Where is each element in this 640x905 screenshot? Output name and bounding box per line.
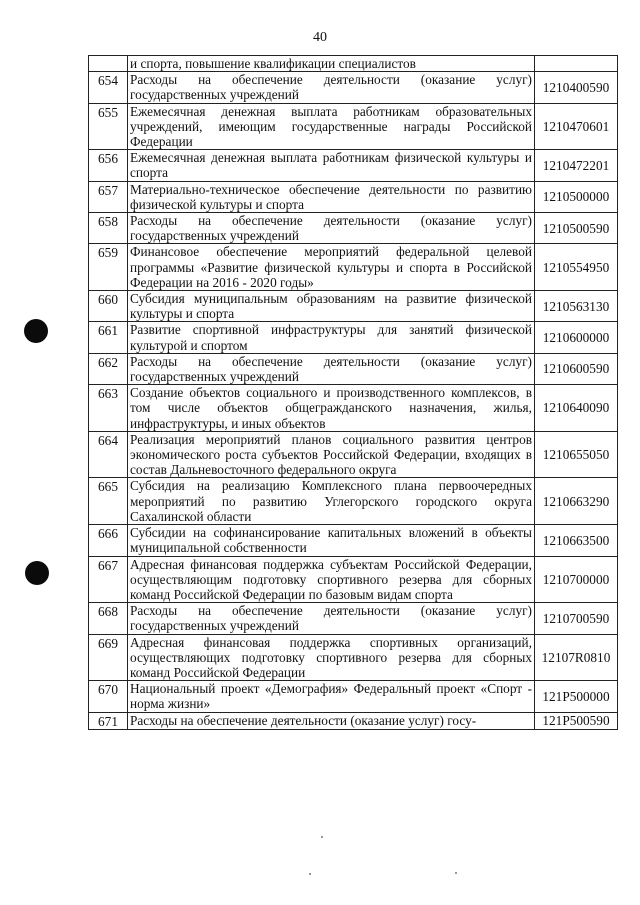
row-code-cell: 1210700590: [535, 603, 618, 634]
scan-speck: [309, 873, 311, 875]
table-row: [89, 478, 618, 525]
row-description-cell: Расходы на обеспечение деятельности (оказание услуг) государственных учреждений: [128, 603, 535, 634]
row-number-cell: 669: [89, 634, 128, 681]
row-code-cell: 1210700000: [535, 556, 618, 603]
table-row: [89, 385, 618, 432]
row-code-cell: 1210554950: [535, 244, 618, 291]
row-code-cell: 1210400590: [535, 72, 618, 103]
row-code-cell: 121P500000: [535, 681, 618, 712]
row-description-cell: Субсидия муниципальным образованиям на развитие физической культуры и спорта: [128, 291, 535, 322]
scan-speck: [455, 872, 457, 874]
row-number-cell: 655: [89, 103, 128, 150]
row-description-cell: Создание объектов социального и производственного комплексов, в том числе объектов общегражданского назначения, жилья, инфраструктуры, и иных объектов: [128, 385, 535, 432]
row-code-cell: 1210600000: [535, 322, 618, 353]
row-description-cell: Финансовое обеспечение мероприятий федеральной целевой программы «Развитие физической культуры и спорта в Российской Федерации на 2016 - 2020 годы»: [128, 244, 535, 291]
row-description-cell: Реализация мероприятий планов социального развития центров экономического роста субъектов Российской Федерации, входящих в состав Дальневосточного федерального округа: [128, 431, 535, 478]
row-description-cell: Адресная финансовая поддержка субъектам Российской Федерации, осуществляющим подготовку спортивного резерва для сборных команд Российской Федерации по базовым видам спорта: [128, 556, 535, 603]
table-row: [89, 634, 618, 681]
row-number-cell: 666: [89, 525, 128, 556]
row-number-cell: 664: [89, 431, 128, 478]
row-number-cell: 667: [89, 556, 128, 603]
row-description-cell: Материально-техническое обеспечение деятельности по развитию физической культуры и спорта: [128, 181, 535, 212]
table-row: [89, 291, 618, 322]
row-description-cell: Расходы на обеспечение деятельности (оказание услуг) государственных учреждений: [128, 72, 535, 103]
table-row: [89, 681, 618, 712]
row-description-cell: Расходы на обеспечение деятельности (оказание услуг) госу-: [128, 712, 535, 729]
row-description-cell: Субсидии на софинансирование капитальных вложений в объекты муниципальной собственности: [128, 525, 535, 556]
row-number-cell: 668: [89, 603, 128, 634]
table-row: [89, 353, 618, 384]
budget-classification-table: [88, 55, 618, 730]
table-row: [89, 556, 618, 603]
row-number-cell: 654: [89, 72, 128, 103]
table-row: [89, 244, 618, 291]
row-description-cell: Ежемесячная денежная выплата работникам образовательных учреждений, имеющим государственные награды Российской Федерации: [128, 103, 535, 150]
row-code-cell: 1210655050: [535, 431, 618, 478]
row-number-cell: 656: [89, 150, 128, 181]
row-description-cell: Расходы на обеспечение деятельности (оказание услуг) государственных учреждений: [128, 353, 535, 384]
row-number-cell: 658: [89, 213, 128, 244]
row-number-cell: 662: [89, 353, 128, 384]
row-number-cell: 671: [89, 712, 128, 729]
row-code-cell: 1210563130: [535, 291, 618, 322]
row-description-cell: Субсидия на реализацию Комплексного плана первоочередных мероприятий по развитию Углегорского городского округа Сахалинской области: [128, 478, 535, 525]
row-number-cell: 657: [89, 181, 128, 212]
row-code-cell: 121P500590: [535, 712, 618, 729]
row-description-cell: Развитие спортивной инфраструктуры для занятий физической культурой и спортом: [128, 322, 535, 353]
scan-speck: [321, 836, 323, 838]
table-row: [89, 150, 618, 181]
page-number: 40: [313, 30, 327, 45]
row-code-cell: 1210640090: [535, 385, 618, 432]
row-description-cell: и спорта, повышение квалификации специалистов: [128, 56, 535, 72]
row-number-cell: 661: [89, 322, 128, 353]
table-row: [89, 213, 618, 244]
row-code-cell: 1210600590: [535, 353, 618, 384]
row-description-cell: Адресная финансовая поддержка спортивных организаций, осуществляющих подготовку спортивного резерва для сборных команд Российской Федерации: [128, 634, 535, 681]
row-description-cell: Национальный проект «Демография» Федеральный проект «Спорт - норма жизни»: [128, 681, 535, 712]
table-row: [89, 603, 618, 634]
row-code-cell: 1210663500: [535, 525, 618, 556]
row-code-cell: 1210663290: [535, 478, 618, 525]
row-number-cell: 665: [89, 478, 128, 525]
row-number-cell: 670: [89, 681, 128, 712]
table-row: [89, 525, 618, 556]
row-number-cell: [89, 56, 128, 72]
row-number-cell: 659: [89, 244, 128, 291]
row-number-cell: 663: [89, 385, 128, 432]
row-code-cell: 1210500000: [535, 181, 618, 212]
row-code-cell: 1210500590: [535, 213, 618, 244]
row-description-cell: Расходы на обеспечение деятельности (оказание услуг) государственных учреждений: [128, 213, 535, 244]
row-code-cell: 1210472201: [535, 150, 618, 181]
binder-hole: [24, 319, 48, 343]
row-number-cell: 660: [89, 291, 128, 322]
table-row: [89, 322, 618, 353]
row-code-cell: 1210470601: [535, 103, 618, 150]
table-row: [89, 712, 618, 729]
table-row-continuation: [89, 56, 618, 72]
table-row: [89, 103, 618, 150]
row-code-cell: 12107R0810: [535, 634, 618, 681]
table-row: [89, 72, 618, 103]
row-code-cell: [535, 56, 618, 72]
table-row: [89, 181, 618, 212]
binder-hole: [25, 561, 49, 585]
row-description-cell: Ежемесячная денежная выплата работникам физической культуры и спорта: [128, 150, 535, 181]
table-row: [89, 431, 618, 478]
